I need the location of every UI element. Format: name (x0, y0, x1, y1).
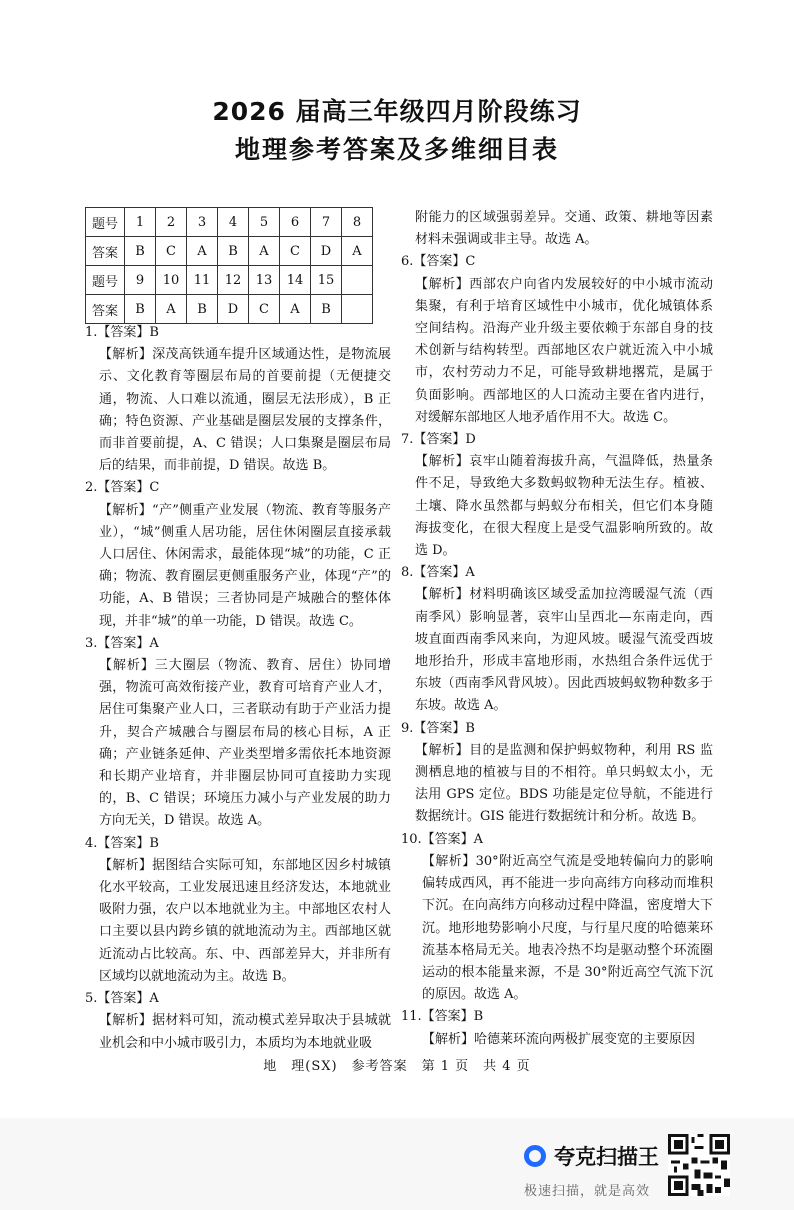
answer-table (85, 207, 373, 324)
answer-head: 7.【答案】D (401, 432, 476, 448)
table-row (86, 266, 373, 295)
table-cell: B (125, 295, 156, 324)
answer-head: 4.【答案】B (85, 835, 159, 851)
right-column (401, 207, 713, 1051)
answer-item (401, 562, 713, 717)
row-label: 题号 (86, 208, 125, 237)
answer-item (85, 988, 391, 1055)
answer-explanation: 【解析】目的是监测和保护蚂蚁物种，利用 RS 监测栖息地的植被与目的不相符。单只蚂蚁太小，无法用 GPS 定位。BDS 功能是定位导航，不能进行数据统计。GIS 能进行数据统计和分析。故选 B。 (415, 742, 713, 825)
table-cell: 4 (218, 208, 249, 237)
table-cell: 8 (342, 208, 373, 237)
table-cell: B (218, 237, 249, 266)
qr-code-icon[interactable] (668, 1134, 730, 1196)
table-cell: C (249, 295, 280, 324)
answer-explanation: 【解析】30°附近高空气流是受地转偏向力的影响偏转成西风，再不能进一步向高纬方向移动而堆积下沉。在向高纬方向移动过程中降温，密度增大下沉。地形地势影响小尺度，与行星尺度的哈德莱环流基本格局无关。地表冷热不均是驱动整个环流圈运动的根本能量来源，不是 30°附近高空气流下沉的原因。故选 A。 (422, 853, 713, 1003)
answer-item (401, 207, 713, 251)
table-cell: 14 (280, 266, 311, 295)
table-cell: B (187, 295, 218, 324)
answer-item (401, 1006, 713, 1050)
table-cell: 1 (125, 208, 156, 237)
scanner-brand (524, 1141, 659, 1171)
answer-head: 11.【答案】B (401, 1009, 484, 1025)
answer-item (401, 251, 713, 429)
table-cell: A (342, 237, 373, 266)
left-column (85, 322, 391, 1055)
answer-explanation: 【解析】西部农户向省内发展较好的中小城市流动集聚，有利于培育区域性中小城市，优化城镇体系空间结构。沿海产业升级主要依赖于东部自身的技术创新与结构转型。西部地区农户就近流入中小城市，农村劳动力不足，可能导致耕地撂荒，是属于负面影响。西部地区的人口流动主要在省内进行，对缓解东部地区人地矛盾作用不大。故选 C。 (415, 276, 713, 425)
answer-head: 6.【答案】C (401, 254, 476, 270)
answer-item (401, 429, 713, 562)
answer-explanation: 【解析】深茂高铁通车提升区域通达性，是物流展示、文化教育等圈层布局的首要前提（无便捷交通，物流、人口难以流通，圈层无法形成），B 正确；特色资源、产业基础是圈层发展的支撑条件，而非首要前提，A、C 错误；人口集聚是圈层布局后的结果，而非前提，D 错误。故选 B。 (99, 347, 391, 474)
table-cell: A (156, 295, 187, 324)
table-cell: D (311, 237, 342, 266)
table-cell: 12 (218, 266, 249, 295)
table-cell: 5 (249, 208, 280, 237)
answer-explanation: 【解析】哀牢山随着海拔升高，气温降低，热量条件不足，导致绝大多数蚂蚁物种无法生存。植被、土壤、降水虽然都与蚂蚁分布相关，但它们本身随海拔变化，在很大程度上是受气温影响所致的。故选 D。 (415, 454, 713, 559)
answer-item (401, 718, 713, 829)
row-label: 题号 (86, 266, 125, 295)
answer-explanation: 【解析】据图结合实际可知，东部地区因乡村城镇化水平较高，工业发展迅速且经济发达，本地就业吸附力强，农户以本地就业为主。中部地区农村人口主要以县内跨乡镇的就地流动为主。西部地区就近流动占比较高。东、中、西部差异大，并非所有区域均以就地流动为主。故选 B。 (99, 857, 391, 984)
table-cell: 11 (187, 266, 218, 295)
table-cell: B (125, 237, 156, 266)
answer-head: 8.【答案】A (401, 565, 475, 581)
table-cell: A (187, 237, 218, 266)
page-title: 2026 届高三年级四月阶段练习 (212, 97, 582, 126)
answer-explanation: 附能力的区域强弱差异。交通、政策、耕地等因素材料未强调或非主导。故选 A。 (415, 210, 713, 248)
answer-item (401, 829, 713, 1007)
answer-head: 3.【答案】A (85, 635, 159, 651)
row-label: 答案 (86, 237, 125, 266)
table-cell: 6 (280, 208, 311, 237)
brand-slogan: 极速扫描，就是高效 (524, 1184, 651, 1199)
table-cell: C (156, 237, 187, 266)
table-cell: B (311, 295, 342, 324)
answer-explanation: 【解析】据材料可知，流动模式差异取决于县城就业机会和中小城市吸引力，本质均为本地就业吸 (99, 1013, 391, 1051)
table-cell: A (249, 237, 280, 266)
table-row (86, 208, 373, 237)
brand-logo-icon (524, 1145, 546, 1167)
table-cell (342, 266, 373, 295)
table-cell: 3 (187, 208, 218, 237)
answer-item (85, 833, 391, 988)
answer-item (85, 477, 391, 632)
table-cell: 9 (125, 266, 156, 295)
table-cell: 13 (249, 266, 280, 295)
table-cell: 7 (311, 208, 342, 237)
row-label: 答案 (86, 295, 125, 324)
answer-explanation: 【解析】材料明确该区域受孟加拉湾暖湿气流（西南季风）影响显著，哀牢山呈西北—东南走向，西坡直面西南季风来向，为迎风坡。暖湿气流受西坡地形抬升，形成丰富地形雨，水热组合条件远优于东坡（西南季风背风坡）。因此西坡蚂蚁物种数多于东坡。故选 A。 (415, 587, 713, 714)
table-cell: C (280, 237, 311, 266)
table-row (86, 295, 373, 324)
answer-explanation: 【解析】“产”侧重产业发展（物流、教育等服务产业），“城”侧重人居功能，居住休闲圈层直接承载人口居住、休闲需求，最能体现“城”的功能，C 正确；物流、教育圈层更侧重服务产业，体现“产”的功能，A、B 错误；三者协同是产城融合的整体体现，并非“城”的单一功能，D 错误。故选 C。 (99, 502, 391, 629)
table-row (86, 237, 373, 266)
answer-item (85, 633, 391, 833)
brand-name: 夸克扫描王 (554, 1145, 659, 1169)
page-footer: 地 理(SX) 参考答案 第 1 页 共 4 页 (263, 1059, 531, 1074)
answer-head: 1.【答案】B (85, 325, 159, 340)
answer-head: 10.【答案】A (401, 831, 484, 847)
table-cell: 10 (156, 266, 187, 295)
table-cell: 2 (156, 208, 187, 237)
answer-head: 2.【答案】C (85, 480, 160, 496)
answer-explanation: 【解析】哈德莱环流向两极扩展变宽的主要原因 (422, 1031, 696, 1047)
answer-head: 5.【答案】A (85, 991, 159, 1007)
answer-head: 9.【答案】B (401, 720, 475, 736)
answer-explanation: 【解析】三大圈层（物流、教育、居住）协同增强，物流可高效衔接产业，教育可培育产业人才，居住可集聚产业人口，三者联动有助于产业活力提升，契合产城融合与圈层布局的核心目标，A 正确；产业链条延伸、产业类型增多需依托本地资源和长期产业培育，并非圈层协同可直接助力实现的，B、C 错误；环境压力减小与产业发展的助力方向无关，D 错误。故选 A。 (99, 658, 391, 829)
table-cell (342, 295, 373, 324)
table-cell: D (218, 295, 249, 324)
answer-item (85, 322, 391, 477)
page-subtitle: 地理参考答案及多维细目表 (234, 135, 559, 164)
table-cell: A (280, 295, 311, 324)
table-cell: 15 (311, 266, 342, 295)
